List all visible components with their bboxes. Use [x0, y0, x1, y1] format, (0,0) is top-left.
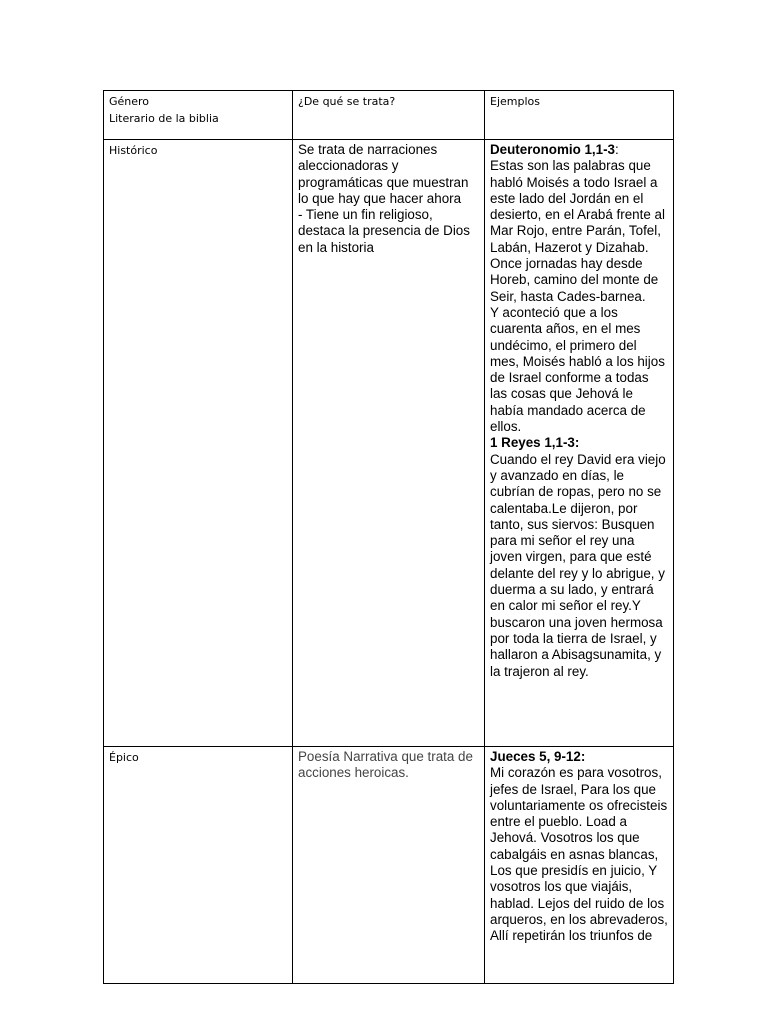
example-reference: Jueces 5, 9-12: [490, 749, 586, 764]
header-examples: Ejemplos [485, 91, 674, 140]
description-cell [293, 747, 485, 984]
table-row [104, 747, 674, 984]
header-genre [104, 91, 293, 140]
header-genre-line2: Literario de la biblia [109, 112, 219, 125]
table-header-row [104, 91, 674, 140]
description-text: Poesía Narrativa que trata de acciones heroicas. [298, 749, 473, 781]
examples-cell [485, 747, 674, 984]
header-description: ¿De qué se trata? [293, 91, 485, 140]
example-text: Cuando el rey David era viejo y avanzado en días, le cubrían de ropas, pero no se calentaba.Le dijeron, por tanto, sus siervos: Busquen para mi señor el rey una joven virgen, para que esté delante del rey y lo abrigue, y duerma a su lado, y entrará en calor mi señor el rey.Y buscaron una joven hermosa por toda la tierra de Israel, y hallaron a Abisagsunamita, y la trajeron al rey. [490, 451, 666, 679]
genre-cell: Histórico [104, 140, 293, 747]
example-text: Mi corazón es para vosotros, jefes de Israel, Para los que voluntariamente os ofrecisteis entre el pueblo. Load a Jehová. Vosotros los que cabalgáis en asnas blancas, Los que presidís en juicio, Y vosotros los que viajáis, hablad. Lejos del ruido de los arqueros, en los abrevaderos, Allí repetirán los triunfos de [490, 765, 668, 944]
example-reference-line: Deuteronomio 1,1-3: [490, 142, 619, 157]
table-row [104, 140, 674, 747]
bible-genres-table [103, 90, 674, 984]
genre-cell: Épico [104, 747, 293, 984]
description-text: Se trata de narraciones aleccionadoras y programáticas que muestran lo que hay que hacer ahora - Tiene un fin religioso, destaca la presencia de Dios en la historia [298, 142, 470, 255]
examples-cell [485, 140, 674, 747]
example-text: Estas son las palabras que habló Moisés a todo Israel a este lado del Jordán en el desierto, en el Arabá frente al Mar Rojo, entre Parán, Tofel, Labán, Hazerot y Dizahab. Once jornadas hay desde Horeb, camino del monte de Seir, hasta Cades-barnea. Y aconteció que a los cuarenta años, en el mes undécimo, el primero del mes, Moisés habló a los hijos de Israel conforme a todas las cosas que Jehová le había mandado acerca de ellos. [490, 158, 665, 435]
example-reference: Deuteronomio 1,1-3 [490, 142, 616, 157]
example-reference: 1 Reyes 1,1-3: [490, 435, 580, 451]
description-cell [293, 140, 485, 747]
header-genre-line1: Género [109, 95, 150, 108]
